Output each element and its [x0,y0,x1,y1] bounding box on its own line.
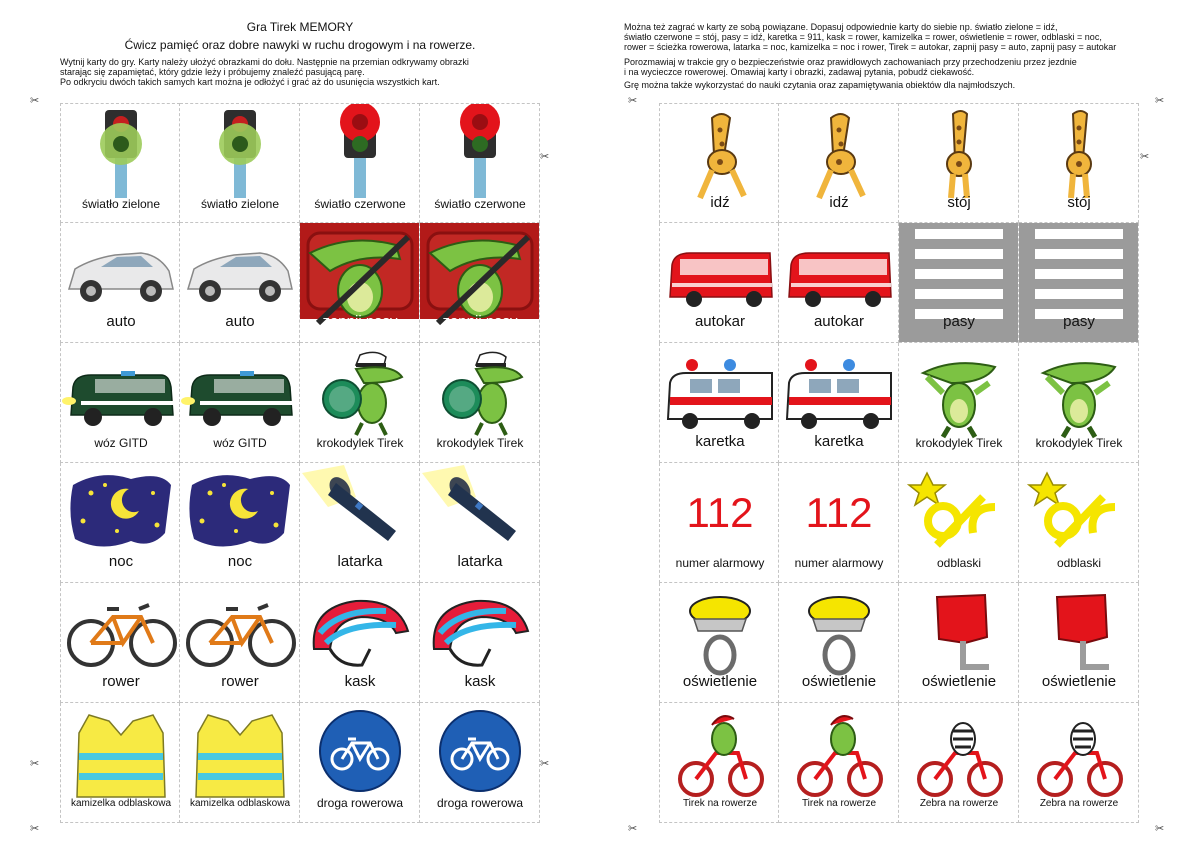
card-label: droga rowerowa [436,796,524,810]
memory-card[interactable] [899,463,1019,583]
memory-card[interactable] [180,583,300,703]
instructions [60,57,540,87]
card-label: krokodylek Tirek [1035,436,1123,450]
memory-card[interactable] [300,223,420,343]
card-label: stój [1067,194,1091,211]
memory-card[interactable] [899,703,1019,823]
card-label: droga rowerowa [316,796,404,810]
scissors-icon: ✂ [30,758,40,770]
memory-card[interactable] [300,703,420,823]
card-label: noc [108,553,134,570]
card-label: światło zielone [200,197,280,211]
card-label: karetka [814,433,864,450]
instruction-line: Po odkryciu dwóch takich samych kart można je odłożyć i grać aż do usunięcia wszystkich kart. [60,77,440,87]
card-label: Zebra na rowerze [1039,798,1119,809]
card-label: rower [102,673,140,690]
card-label: kask [344,673,376,690]
card-label: Tirek na rowerze [682,798,758,809]
card-label: wóz GITD [94,436,148,450]
memory-card[interactable] [779,463,899,583]
memory-card[interactable] [60,463,180,583]
scissors-icon: ✂ [30,95,40,107]
memory-card[interactable] [60,223,180,343]
memory-card[interactable] [180,223,300,343]
memory-card[interactable] [659,223,779,343]
card-label: karetka [695,433,745,450]
rules-paragraph [624,22,1176,52]
memory-card-grid-left [60,103,540,823]
card-label: odblaski [1056,556,1102,570]
right-page [600,0,1200,847]
card-label: światło czerwone [434,197,526,211]
memory-card[interactable] [60,343,180,463]
discussion-paragraph [624,57,1176,77]
memory-card[interactable] [659,463,779,583]
memory-card[interactable] [180,463,300,583]
scissors-icon: ✂ [30,823,40,835]
card-label: Tirek na rowerze [801,798,877,809]
card-label: idź [829,194,849,211]
instruction-line: Wytnij karty do gry. Karty należy ułożyć obrazkami do dołu. Następnie na przemian odkrywamy obrazki [60,57,469,67]
card-label: auto [106,313,136,330]
card-label: pasy [943,313,975,330]
memory-card[interactable] [60,583,180,703]
memory-card[interactable] [420,223,540,343]
card-label: światło zielone [81,197,161,211]
memory-card[interactable] [420,463,540,583]
rules-line: rower = ścieżka rowerowa, latarka = noc, kamizelka = noc i rower, Tirek = autokar, zapnij pasy = auto, zapnij pasy = autokar [624,42,1117,52]
memory-card[interactable] [420,343,540,463]
card-label: kask [464,673,496,690]
card-label: zapnij pasy [442,313,518,330]
memory-card[interactable] [1019,223,1139,343]
card-label: autokar [694,313,746,330]
memory-card[interactable] [1019,703,1139,823]
rules-line: światło czerwone = stój, pasy = idź, karetka = 911, kask = rower, kamizelka = rower, oświetlenie = rower, odblaski = noc, [624,32,1102,42]
card-label: rower [221,673,259,690]
memory-card[interactable] [779,343,899,463]
scissors-icon: ✂ [1155,823,1165,835]
memory-card[interactable] [1019,103,1139,223]
card-label: Zebra na rowerze [919,798,999,809]
card-label: krokodylek Tirek [436,436,524,450]
card-label: oświetlenie [1041,673,1117,690]
discussion-line: i na wycieczce rowerowej. Omawiaj karty i obrazki, zadawaj pytania, pobudź ciekawość. [624,67,975,77]
memory-card[interactable] [899,583,1019,703]
card-label: kamizelka odblaskowa [189,798,291,809]
memory-card[interactable] [779,703,899,823]
memory-card[interactable] [1019,343,1139,463]
memory-card[interactable] [300,583,420,703]
emergency-number-text: 112 [686,489,754,536]
memory-card[interactable] [659,103,779,223]
memory-card[interactable] [779,583,899,703]
card-label: noc [227,553,253,570]
memory-card[interactable] [60,103,180,223]
memory-card[interactable] [1019,583,1139,703]
memory-card[interactable] [300,463,420,583]
emergency-number-text: 112 [805,489,873,536]
card-label: pasy [1063,313,1095,330]
memory-card[interactable] [180,343,300,463]
card-label: numer alarmowy [794,556,884,570]
scissors-icon: ✂ [628,823,638,835]
scissors-icon: ✂ [540,758,550,770]
memory-card[interactable] [300,343,420,463]
card-label: odblaski [936,556,982,570]
scissors-icon: ✂ [540,151,550,163]
card-label: latarka [337,553,383,570]
card-label: autokar [813,313,865,330]
scissors-icon: ✂ [628,95,638,107]
memory-card[interactable] [420,103,540,223]
card-label: numer alarmowy [675,556,765,570]
card-label: oświetlenie [682,673,758,690]
card-label: krokodylek Tirek [915,436,1003,450]
memory-card[interactable] [899,223,1019,343]
memory-card[interactable] [180,103,300,223]
scissors-icon: ✂ [1140,151,1150,163]
card-label: zapnij pasy [322,313,398,330]
page-title: Gra Tirek MEMORY [246,20,354,34]
card-label: wóz GITD [213,436,267,450]
reading-note [624,80,1176,90]
card-label: auto [225,313,255,330]
card-label: oświetlenie [801,673,877,690]
memory-card[interactable] [659,343,779,463]
memory-card[interactable] [300,103,420,223]
card-label: latarka [457,553,503,570]
memory-card[interactable] [420,703,540,823]
card-label: światło czerwone [314,197,406,211]
card-label: krokodylek Tirek [316,436,404,450]
memory-card[interactable] [899,343,1019,463]
memory-card[interactable] [659,703,779,823]
memory-card[interactable] [180,703,300,823]
card-label: idź [710,194,730,211]
scissors-icon: ✂ [1155,95,1165,107]
rules-line: Można też zagrać w karty ze sobą powiązane. Dopasuj odpowiednie karty do siebie np. światło zielone = idź, [624,22,1058,32]
memory-card[interactable] [779,223,899,343]
memory-card[interactable] [60,703,180,823]
memory-card[interactable] [899,103,1019,223]
memory-card-grid-right [659,103,1139,823]
card-label: oświetlenie [921,673,997,690]
memory-card[interactable] [779,103,899,223]
memory-card[interactable] [659,583,779,703]
reading-line: Grę można także wykorzystać do nauki czytania oraz zapamiętywania obiektów dla najmłodszych. [624,80,1016,90]
instruction-line: starając się zapamiętać, który gdzie leży i próbujemy znaleźć pasującą parę. [60,67,365,77]
memory-card[interactable] [1019,463,1139,583]
discussion-line: Porozmawiaj w trakcie gry o bezpieczeństwie oraz prawidłowych zachowaniach przy przechodzeniu przez jezdnie [624,57,1077,67]
card-label: stój [947,194,971,211]
memory-card[interactable] [420,583,540,703]
page-subtitle: Ćwicz pamięć oraz dobre nawyki w ruchu drogowym i na rowerze. [124,38,476,52]
card-label: kamizelka odblaskowa [70,798,172,809]
